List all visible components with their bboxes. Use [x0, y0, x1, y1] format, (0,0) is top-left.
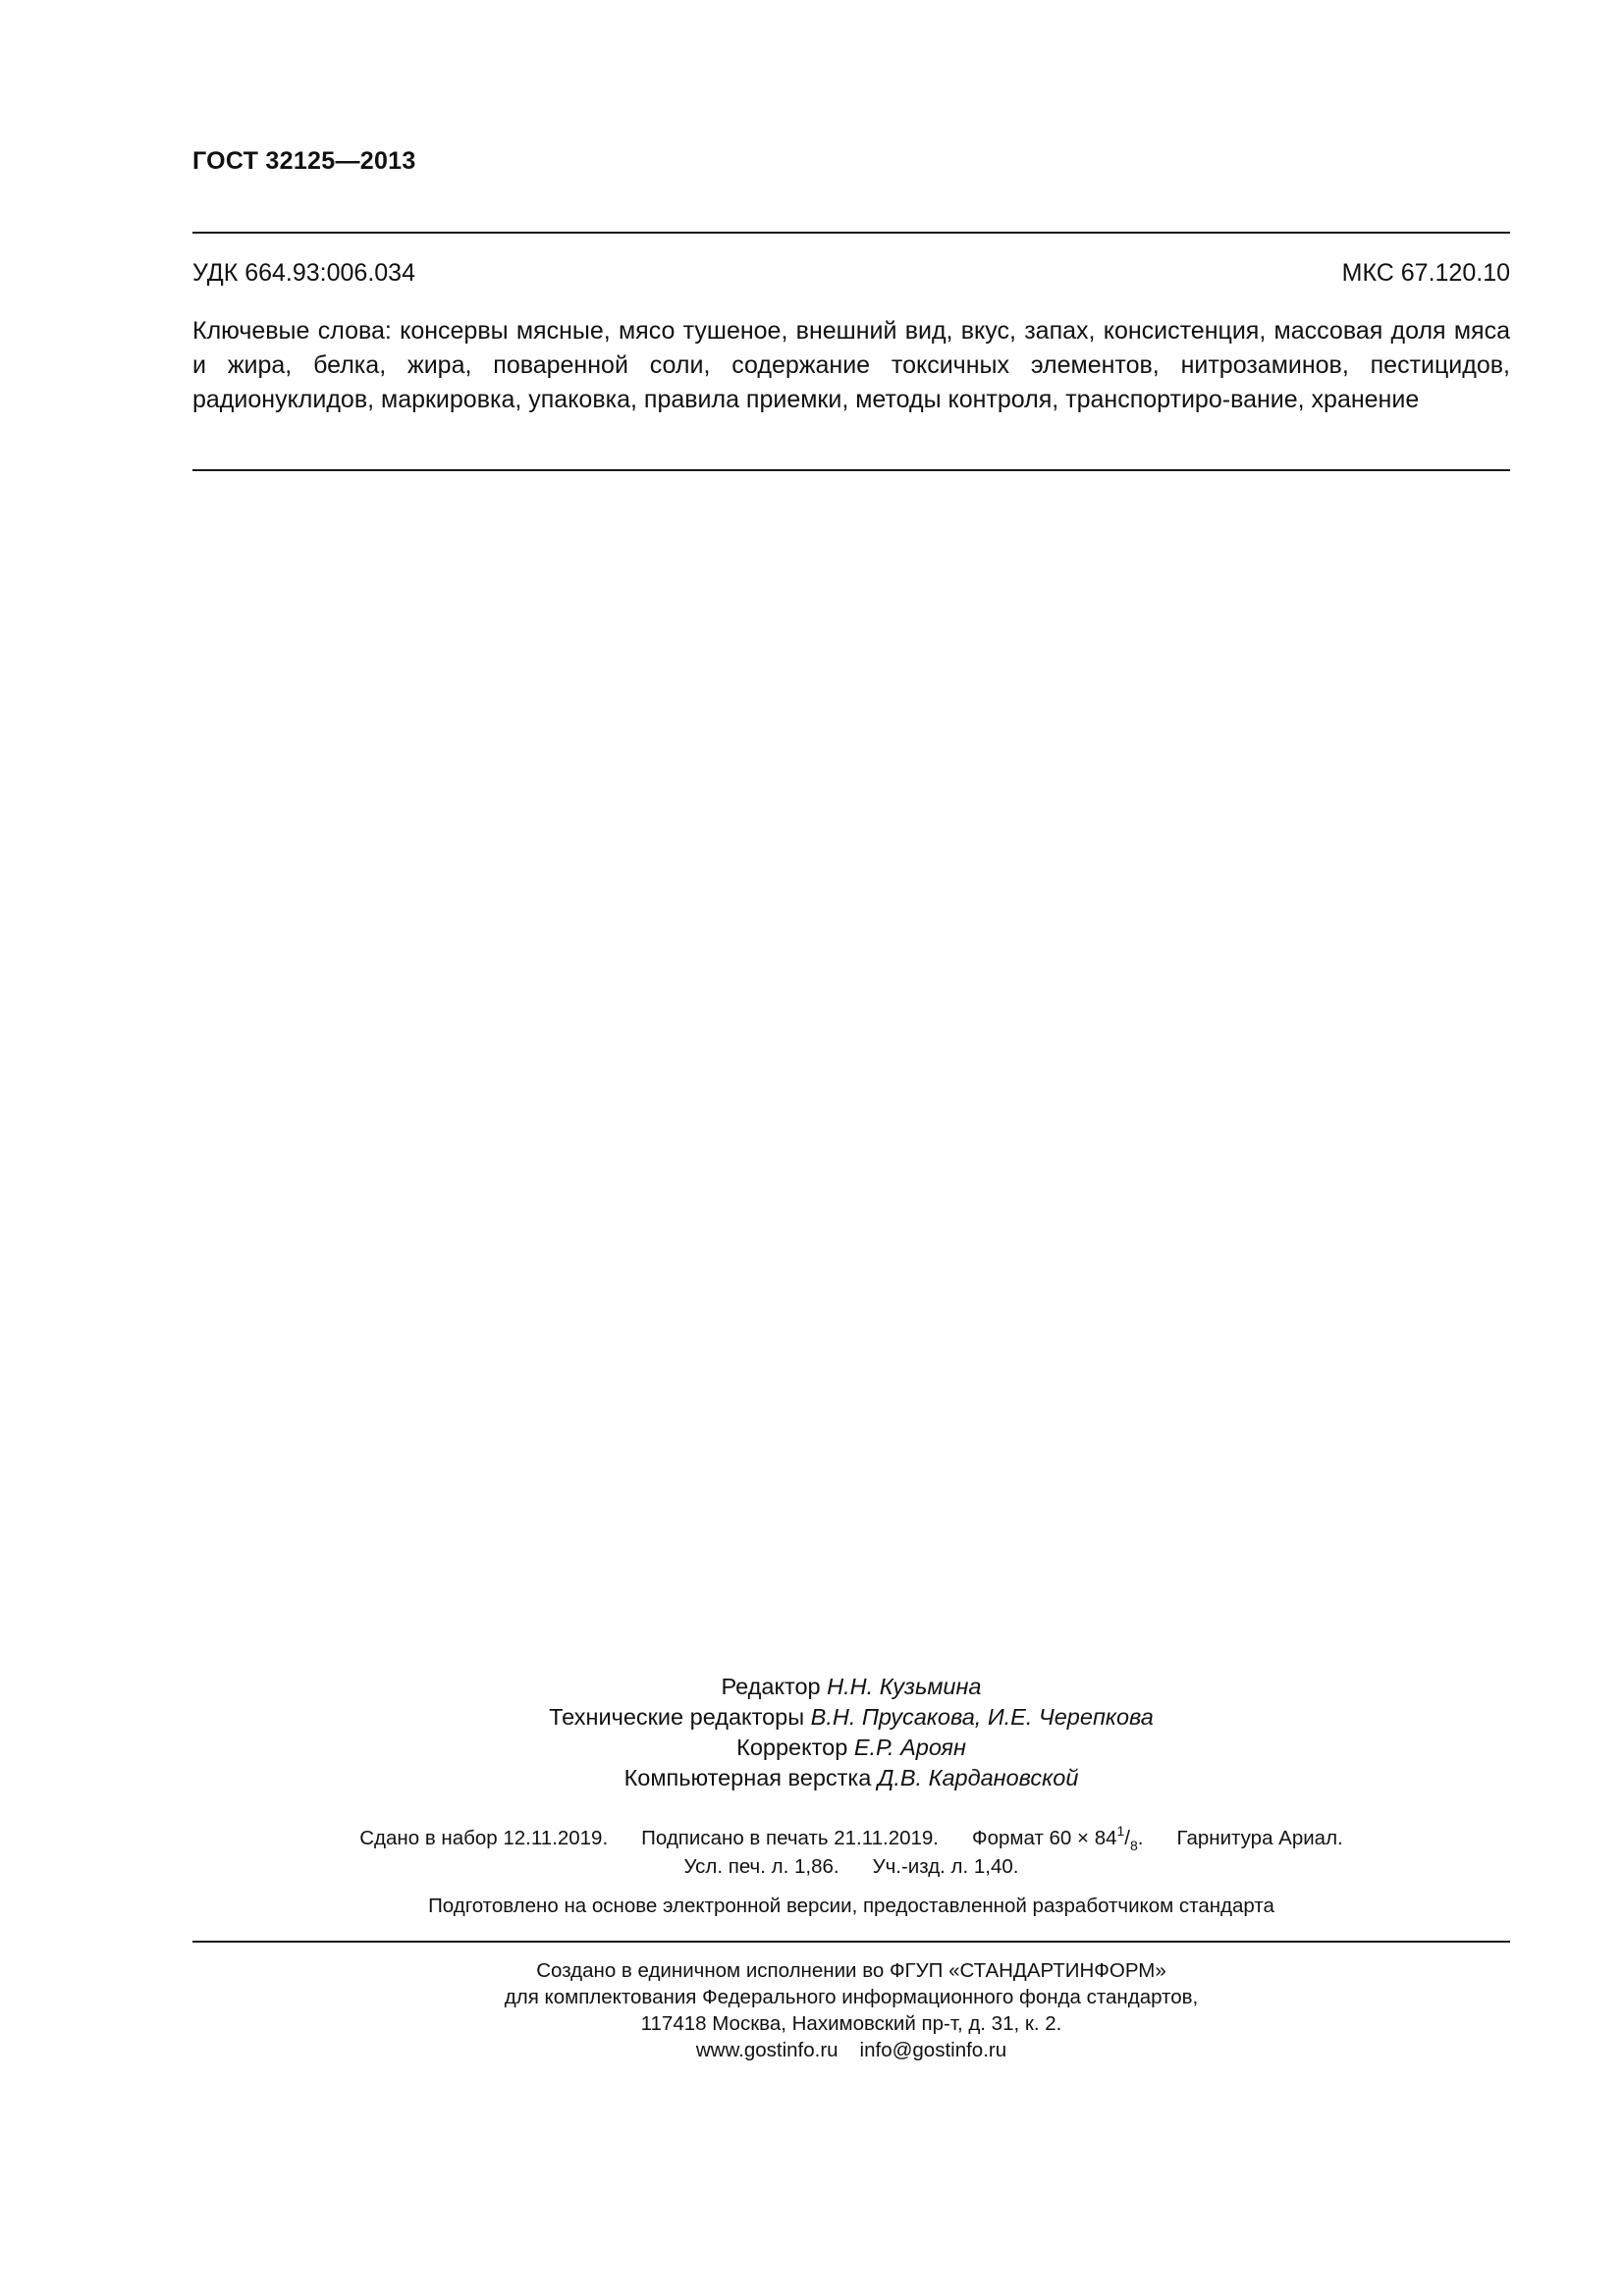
tech-editors-line — [192, 1702, 1510, 1733]
print-sheets: Усл. печ. л. 1,86. — [683, 1855, 839, 1878]
editor-name: Н.Н. Кузьмина — [827, 1674, 982, 1699]
format-info: Формат $60 \times 84^1/_8$. — [972, 1823, 1144, 1853]
document-code: ГОСТ 32125—2013 — [192, 147, 416, 175]
mks-code: МКС 67.120.10 — [1341, 259, 1510, 287]
keywords-paragraph: Ключевые слова: консервы мясные, мясо тушеное, внешний вид, вкус, запах, консистенция, массовая доля мяса и жира, белка, жира, поваренной соли, содержание токсичных элементов, нитрозаминов, пестицидов, радионуклидов, маркировка, упаковка, правила приемки, методы контроля, транспортиро-вание, хранение — [192, 317, 1510, 413]
publisher-block — [192, 1957, 1510, 2063]
keywords-divider — [192, 469, 1510, 471]
credits-block — [192, 1672, 1510, 1793]
publisher-line-2: для комплектования Федерального информационного фонда стандартов, — [504, 1986, 1199, 2008]
publisher-contacts — [192, 2037, 1510, 2063]
publishing-sheets: Уч.-изд. л. 1,40. — [872, 1855, 1019, 1878]
publisher-divider — [192, 1941, 1510, 1943]
layout-label: Компьютерная верстка — [623, 1765, 872, 1790]
print-info-line-2 — [192, 1852, 1510, 1881]
website-link[interactable]: www.gostinfo.ru — [695, 2039, 839, 2061]
udk-code: УДК 664.93:006.034 — [192, 259, 415, 287]
corrector-label: Корректор — [736, 1735, 848, 1760]
editor-label: Редактор — [721, 1674, 821, 1699]
layout-line — [192, 1763, 1510, 1793]
email-link[interactable]: info@gostinfo.ru — [859, 2039, 1007, 2061]
print-info-line-1 — [192, 1824, 1510, 1852]
submitted-date: Сдано в набор 12.11.2019. — [359, 1827, 609, 1849]
prepared-note: Подготовлено на основе электронной версии, предоставленной разработчиком стандарта — [428, 1895, 1274, 1917]
signed-date: Подписано в печать 21.11.2019. — [641, 1827, 940, 1849]
top-divider — [192, 232, 1510, 234]
editor-line — [192, 1672, 1510, 1702]
print-info-block — [192, 1824, 1510, 1881]
publisher-address: 117418 Москва, Нахимовский пр-т, д. 31, к. 2. — [640, 2012, 1062, 2035]
tech-editors-label: Технические редакторы — [549, 1704, 805, 1730]
layout-name: Д.В. Кардановской — [877, 1765, 1079, 1790]
tech-editors-names: В.Н. Прусакова, И.Е. Черепкова — [810, 1704, 1154, 1730]
corrector-line — [192, 1733, 1510, 1763]
publisher-line-1: Создано в единичном исполнении во ФГУП «СТАНДАРТИНФОРМ» — [536, 1959, 1166, 1982]
corrector-name: Е.Р. Ароян — [853, 1735, 966, 1760]
typeface-info: Гарнитура Ариал. — [1176, 1827, 1343, 1849]
